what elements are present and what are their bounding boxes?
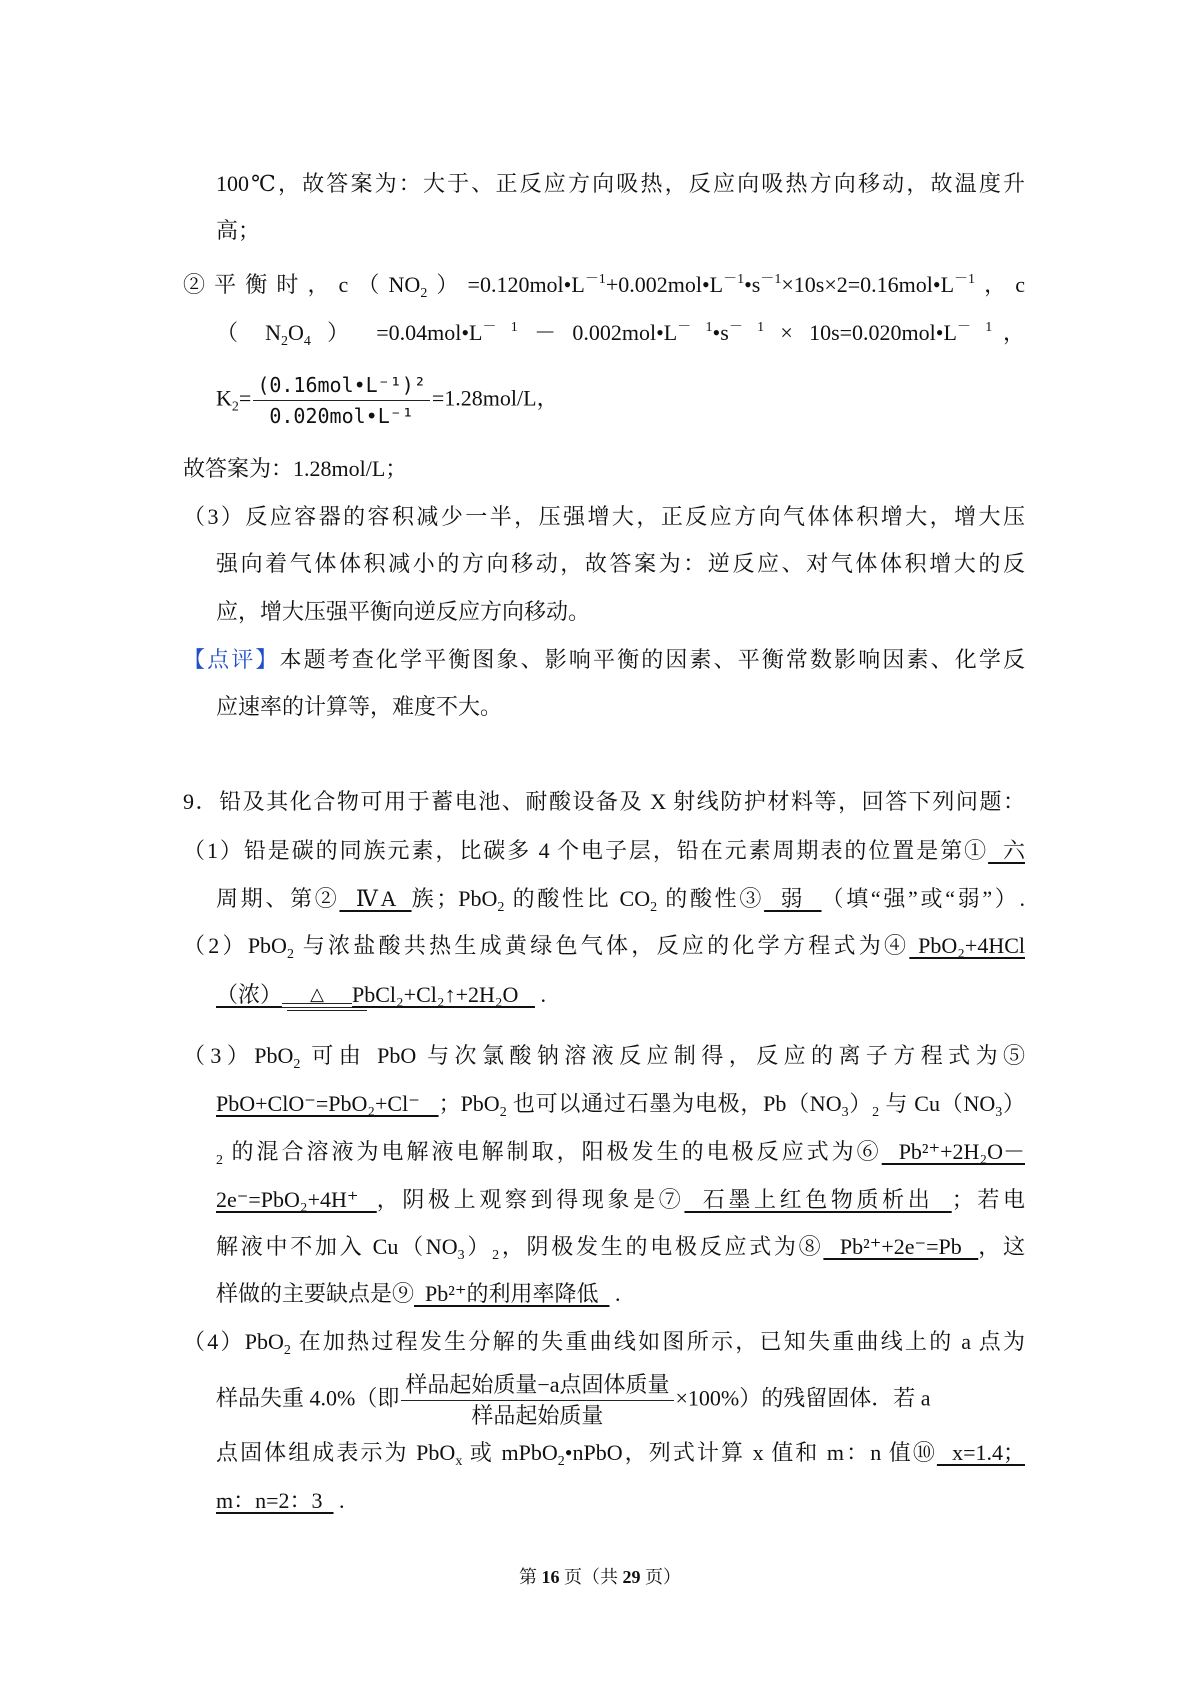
text-run: 的酸性比 CO [504, 886, 651, 911]
text-line [183, 1041, 1025, 1080]
subscript: 2 [293, 1057, 301, 1072]
text-line [183, 787, 1025, 817]
superscript: －1 [760, 272, 782, 287]
text-run: •s [744, 272, 761, 297]
text-run: 也可以通过石墨为电极，Pb（NO [506, 1091, 842, 1116]
text-run: ） [848, 1091, 873, 1116]
comment-label: 【点评】 [183, 647, 280, 672]
text-run: 解液中不加入 Cu（NO [216, 1234, 458, 1259]
total-pages: 29 [622, 1567, 641, 1587]
text-run: ） =0.04mol•L [310, 320, 483, 345]
text-line [216, 370, 1025, 431]
answer-blank: x=1.4； [936, 1440, 1025, 1465]
text-line [216, 597, 1025, 627]
text-run: . [333, 1488, 345, 1513]
fraction-numerator: (0.16mol•L⁻¹)² [253, 370, 430, 401]
text-run: ；若电 [951, 1187, 1025, 1212]
text-line [183, 1327, 1025, 1366]
text-line [216, 1185, 1025, 1215]
text-line [183, 931, 1025, 970]
subscript: 2 [499, 1105, 507, 1120]
text-run: ，阴极上观察到得现象是⑦ [376, 1187, 685, 1212]
text-run: O [287, 320, 304, 345]
superscript: － 1 [956, 320, 993, 335]
text-line [183, 454, 1025, 484]
underline-rule [287, 1010, 367, 1011]
text-run: 在加热过程发生分解的失重曲线如图所示，已知失重曲线上的 a 点为 [290, 1329, 1025, 1354]
answer-blank: 六 [988, 838, 1025, 863]
text-line [216, 313, 1025, 357]
subscript: 2 [231, 399, 239, 415]
footer-text: 页（共 [559, 1567, 623, 1587]
text-run: ；PbO [438, 1091, 500, 1116]
text-run: 与 Cu（NO [879, 1091, 996, 1116]
answer-blank: Pb²⁺+2e⁻=Pb [823, 1234, 979, 1259]
page-number: 16 [541, 1567, 560, 1587]
text-run: 样做的主要缺点是⑨ [216, 1281, 415, 1306]
text-run: = [238, 385, 252, 411]
answer-blank: Pb²⁺+2H₂O－ [881, 1139, 1025, 1164]
subscript: 2 [497, 900, 505, 915]
equals-sign [282, 1003, 352, 1008]
footer-text: 页） [640, 1567, 681, 1587]
superscript: －1 [954, 272, 976, 287]
superscript: － 1 [728, 320, 765, 335]
text-run: （4）PbO [183, 1329, 284, 1354]
superscript: －1 [723, 272, 745, 287]
text-run: 可由 PbO 与次氯酸钠溶液反应制得，反应的离子方程式为⑤ [300, 1043, 1025, 1068]
text-run: 的酸性③ [657, 886, 765, 911]
text-line [216, 980, 1025, 1010]
text-line [216, 884, 1025, 923]
text-line [183, 836, 1025, 866]
text-run: 故答案为：1.28mol/L； [183, 456, 408, 481]
subscript: 4 [303, 334, 311, 349]
answer-blank: （浓） [216, 982, 283, 1007]
text-run: 与浓盐酸共热生成黄绿色气体，反应的化学方程式为④ [293, 933, 910, 958]
text-run: ×10s×2=0.16mol•L [781, 272, 955, 297]
text-run: ，阴极发生的电极反应式为⑧ [499, 1234, 824, 1259]
text-run: ）=0.120mol•L [427, 272, 585, 297]
answer-blank: 2e⁻=PbO₂+4H⁺ [216, 1187, 377, 1212]
text-run: ， [992, 320, 1026, 345]
text-run: 本题考查化学平衡图象、影响平衡的因素、平衡常数影响因素、化学反 [279, 647, 1025, 672]
fraction-denominator: 0.020mol•L⁻¹ [269, 404, 414, 428]
fraction-numerator: 样品起始质量−a点固体质量 [401, 1370, 673, 1401]
answer-blank: Pb²⁺的利用率降低 [414, 1281, 610, 1306]
subscript: 2 [557, 1454, 565, 1469]
text-run: （1）铅是碳的同族元素，比碳多 4 个电子层，铅在元素周期表的位置是第① [183, 838, 989, 863]
footer-text: 第 [519, 1567, 542, 1587]
text-run: （3）反应容器的容积减少一半，压强增大，正反应方向气体体积增大，增大压 [183, 504, 1025, 529]
answer-blank: PbO+ClO⁻=PbO₂+Cl⁻ [216, 1091, 439, 1116]
text-line [183, 645, 1025, 675]
fraction [253, 370, 430, 431]
text-run: － 0.002mol•L [517, 320, 678, 345]
superscript: － 1 [482, 320, 518, 335]
text-line [216, 1137, 1025, 1176]
text-run: +0.002mol•L [605, 272, 724, 297]
subscript: 2 [216, 1153, 223, 1168]
text-run: . [609, 1281, 621, 1306]
text-run: ） [1002, 1091, 1025, 1116]
subscript: 2 [420, 286, 428, 301]
text-run: （2）PbO [183, 933, 287, 958]
text-run: 应，增大压强平衡向逆反应方向移动。 [216, 599, 591, 624]
text-run: 族；PbO [411, 886, 498, 911]
subscript: 2 [280, 334, 288, 349]
answer-blank: 石墨上红色物质析出 [684, 1187, 952, 1212]
answer-blank: m：n=2：3 [216, 1488, 334, 1513]
subscript: 2 [283, 1343, 291, 1358]
text-run: . [534, 982, 546, 1007]
text-run: （填“强”或“弱”）. [821, 886, 1025, 911]
subscript: 2 [872, 1105, 880, 1120]
text-run: 的混合溶液为电解液电解制取，阳极发生的电极反应式为⑥ [223, 1139, 882, 1164]
text-run: 9．铅及其化合物可用于蓄电池、耐酸设备及 X 射线防护材料等，回答下列问题： [183, 789, 1025, 814]
text-line [216, 169, 1025, 199]
text-run: （ N [216, 320, 281, 345]
text-run: 应速率的计算等，难度不大。 [216, 694, 503, 719]
answer-blank: 弱 [764, 886, 822, 911]
text-line [216, 692, 1025, 722]
text-run: ×100%）的残留固体．若 a [675, 1385, 931, 1411]
answer-blank: PbCl₂+Cl₂↑+2H₂O [352, 982, 535, 1007]
text-line [183, 265, 1025, 309]
text-run: K [216, 385, 232, 411]
page-footer [0, 1563, 1200, 1589]
fraction [401, 1370, 673, 1431]
text-line [216, 549, 1025, 579]
fraction-denominator: 样品起始质量 [471, 1403, 604, 1428]
text-run: 周期、第② [216, 886, 340, 911]
text-line [216, 1438, 1025, 1477]
text-run: ②平衡时，c（NO [183, 272, 421, 297]
text-run: 点固体组成表示为 PbO [216, 1440, 456, 1465]
text-run: × 10s=0.020mol•L [764, 320, 957, 345]
reaction-arrow [282, 985, 352, 1008]
answer-blank: PbO₂+4HCl [909, 933, 1025, 958]
subscript: x [455, 1454, 463, 1469]
text-run: 100℃，故答案为：大于、正反应方向吸热，反应向吸热方向移动，故温度升 [216, 171, 1025, 196]
text-run: •nPbO，列式计算 x 值和 m：n 值⑩ [564, 1440, 937, 1465]
text-run: 高； [216, 218, 261, 243]
subscript: 3 [841, 1105, 849, 1120]
heat-triangle-icon: △ [310, 984, 324, 1005]
superscript: － 1 [677, 320, 713, 335]
text-run: ，这 [978, 1234, 1025, 1259]
text-run: 或 mPbO [462, 1440, 558, 1465]
text-run: （3）PbO [183, 1043, 294, 1068]
text-run: •s [712, 320, 729, 345]
text-line [216, 1232, 1025, 1271]
text-line [216, 216, 1025, 246]
text-run: 样品失重 4.0%（即 [216, 1385, 400, 1411]
subscript: 2 [286, 947, 294, 962]
text-line [216, 1370, 1025, 1431]
subscript: 3 [457, 1248, 465, 1263]
text-line [216, 1089, 1025, 1128]
answer-blank: ⅣA [339, 886, 412, 911]
subscript: 3 [995, 1105, 1003, 1120]
text-run: =1.28mol/L， [431, 385, 559, 411]
text-run: 强向着气体体积减小的方向移动，故答案为：逆反应、对气体体积增大的反 [216, 551, 1025, 576]
subscript: 2 [650, 900, 658, 915]
text-run: ，c [975, 272, 1025, 297]
subscript: 2 [492, 1248, 500, 1263]
text-line [216, 1279, 1025, 1309]
text-run: ） [464, 1234, 493, 1259]
superscript: －1 [584, 272, 606, 287]
text-line [216, 1486, 1025, 1516]
text-line [183, 502, 1025, 532]
